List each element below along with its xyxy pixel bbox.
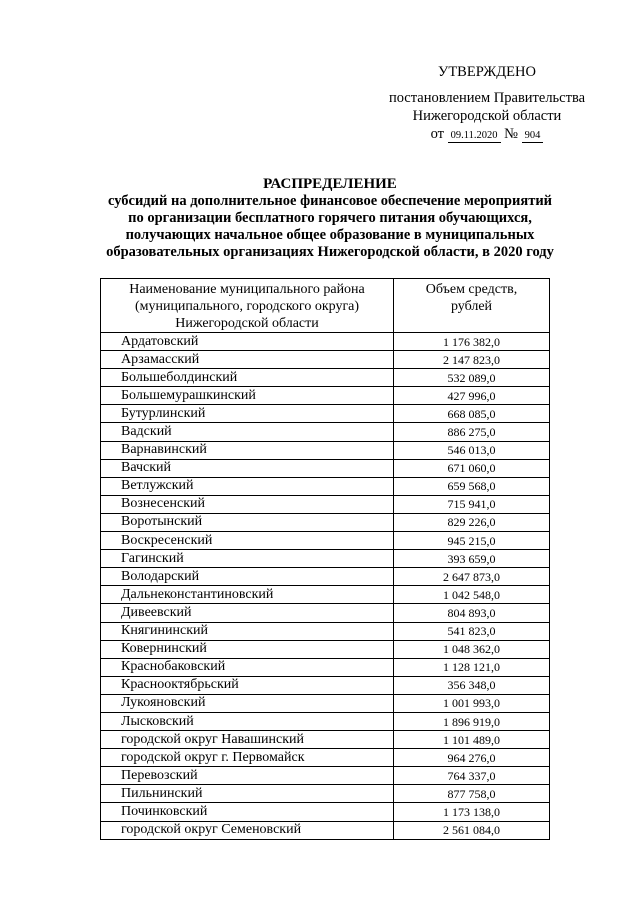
amount-value: 829 226,0: [394, 513, 550, 531]
table-row: [101, 405, 550, 423]
municipality-name: Лукояновский: [101, 694, 394, 712]
heading-line-4: образовательных организациях Нижегородской области, в 2020 году: [106, 244, 554, 260]
amount-value: 1 048 362,0: [394, 640, 550, 658]
municipality-name: городской округ г. Первомайск: [101, 749, 394, 767]
table-row: [101, 568, 550, 586]
table-row: [101, 423, 550, 441]
amount-value: 671 060,0: [394, 459, 550, 477]
table-row: [101, 694, 550, 712]
amount-value: 804 893,0: [394, 604, 550, 622]
heading-line-1: субсидий на дополнительное финансовое обеспечение мероприятий: [107, 193, 553, 209]
amount-value: 1 173 138,0: [394, 803, 550, 821]
table-row: [101, 712, 550, 730]
amount-value: 2 647 873,0: [394, 568, 550, 586]
from-label: от: [430, 126, 445, 142]
amount-value: 1 101 489,0: [394, 731, 550, 749]
municipality-name: Арзамасский: [101, 351, 394, 369]
amount-value: 532 089,0: [394, 369, 550, 387]
table-row: [101, 495, 550, 513]
document-heading: [70, 176, 590, 261]
municipality-name: Починковский: [101, 803, 394, 821]
municipality-name: Большемурашкинский: [101, 387, 394, 405]
amount-value: 877 758,0: [394, 785, 550, 803]
municipality-name: Краснобаковский: [101, 658, 394, 676]
municipality-name: Пильнинский: [101, 785, 394, 803]
amount-value: 2 147 823,0: [394, 351, 550, 369]
amount-value: 764 337,0: [394, 767, 550, 785]
table-row: [101, 532, 550, 550]
header-amount: [394, 279, 550, 333]
municipality-name: Воскресенский: [101, 532, 394, 550]
amount-value: 1 042 548,0: [394, 586, 550, 604]
table-row: [101, 785, 550, 803]
municipality-name: Вадский: [101, 423, 394, 441]
municipality-name: Вознесенский: [101, 495, 394, 513]
table-row: [101, 622, 550, 640]
approval-line-1: постановлением Правительства: [388, 90, 586, 106]
municipality-name: Бутурлинский: [101, 405, 394, 423]
table-row: [101, 604, 550, 622]
municipality-name: Гагинский: [101, 550, 394, 568]
number-label: №: [504, 126, 518, 142]
municipality-name: Ветлужский: [101, 477, 394, 495]
table-row: [101, 441, 550, 459]
municipality-name: городской округ Семеновский: [101, 821, 394, 839]
header-municipality-line-1: Наименование муниципального района: [129, 282, 365, 297]
amount-value: 668 085,0: [394, 405, 550, 423]
header-municipality-line-3: Нижегородской области: [175, 316, 319, 331]
table-row: [101, 676, 550, 694]
amount-value: 715 941,0: [394, 495, 550, 513]
table-row: [101, 477, 550, 495]
amount-value: 1 001 993,0: [394, 694, 550, 712]
amount-value: 356 348,0: [394, 676, 550, 694]
municipality-name: Дивеевский: [101, 604, 394, 622]
municipality-name: Варнавинский: [101, 441, 394, 459]
municipality-name: Большеболдинский: [101, 369, 394, 387]
header-amount-line-2: рублей: [450, 299, 493, 314]
amount-value: 659 568,0: [394, 477, 550, 495]
header-municipality: [101, 279, 394, 333]
municipality-name: Краснооктябрьский: [101, 676, 394, 694]
amount-value: 1 128 121,0: [394, 658, 550, 676]
municipality-name: Володарский: [101, 568, 394, 586]
table-row: [101, 749, 550, 767]
municipality-name: Княгининский: [101, 622, 394, 640]
table-row: [101, 550, 550, 568]
municipality-name: Ковернинский: [101, 640, 394, 658]
amount-value: 886 275,0: [394, 423, 550, 441]
approval-number: 904: [522, 130, 544, 143]
table-row: [101, 821, 550, 839]
approval-line-2: Нижегородской области: [412, 108, 562, 124]
approval-date-line: [352, 125, 622, 143]
table-header-row: [101, 279, 550, 333]
amount-value: 945 215,0: [394, 532, 550, 550]
heading-line-3: получающих начальное общее образование в муниципальных: [125, 227, 535, 243]
approval-date: 09.11.2020: [448, 130, 501, 143]
municipality-name: Дальнеконстантиновский: [101, 586, 394, 604]
heading-line-2: по организации бесплатного горячего питания обучающихся,: [128, 210, 532, 226]
amount-value: 427 996,0: [394, 387, 550, 405]
amount-value: 1 176 382,0: [394, 333, 550, 351]
table-row: [101, 731, 550, 749]
distribution-table: [100, 278, 550, 840]
municipality-name: Воротынский: [101, 513, 394, 531]
table-row: [101, 803, 550, 821]
table-row: [101, 387, 550, 405]
municipality-name: городской округ Навашинский: [101, 731, 394, 749]
municipality-name: Перевозский: [101, 767, 394, 785]
table-row: [101, 351, 550, 369]
amount-value: 2 561 084,0: [394, 821, 550, 839]
municipality-name: Ардатовский: [101, 333, 394, 351]
table-row: [101, 767, 550, 785]
document-title: РАСПРЕДЕЛЕНИЕ: [263, 176, 397, 192]
municipality-name: Вачский: [101, 459, 394, 477]
amount-value: 393 659,0: [394, 550, 550, 568]
table-row: [101, 369, 550, 387]
municipality-name: Лысковский: [101, 712, 394, 730]
table-row: [101, 658, 550, 676]
table-row: [101, 513, 550, 531]
table-row: [101, 640, 550, 658]
amount-value: 546 013,0: [394, 441, 550, 459]
approval-title: УТВЕРЖДЕНО: [438, 64, 536, 80]
header-municipality-line-2: (муниципального, городского округа): [134, 299, 360, 314]
amount-value: 964 276,0: [394, 749, 550, 767]
table-row: [101, 459, 550, 477]
table-row: [101, 333, 550, 351]
amount-value: 1 896 919,0: [394, 712, 550, 730]
header-amount-line-1: Объем средств,: [425, 282, 518, 297]
amount-value: 541 823,0: [394, 622, 550, 640]
table-row: [101, 586, 550, 604]
